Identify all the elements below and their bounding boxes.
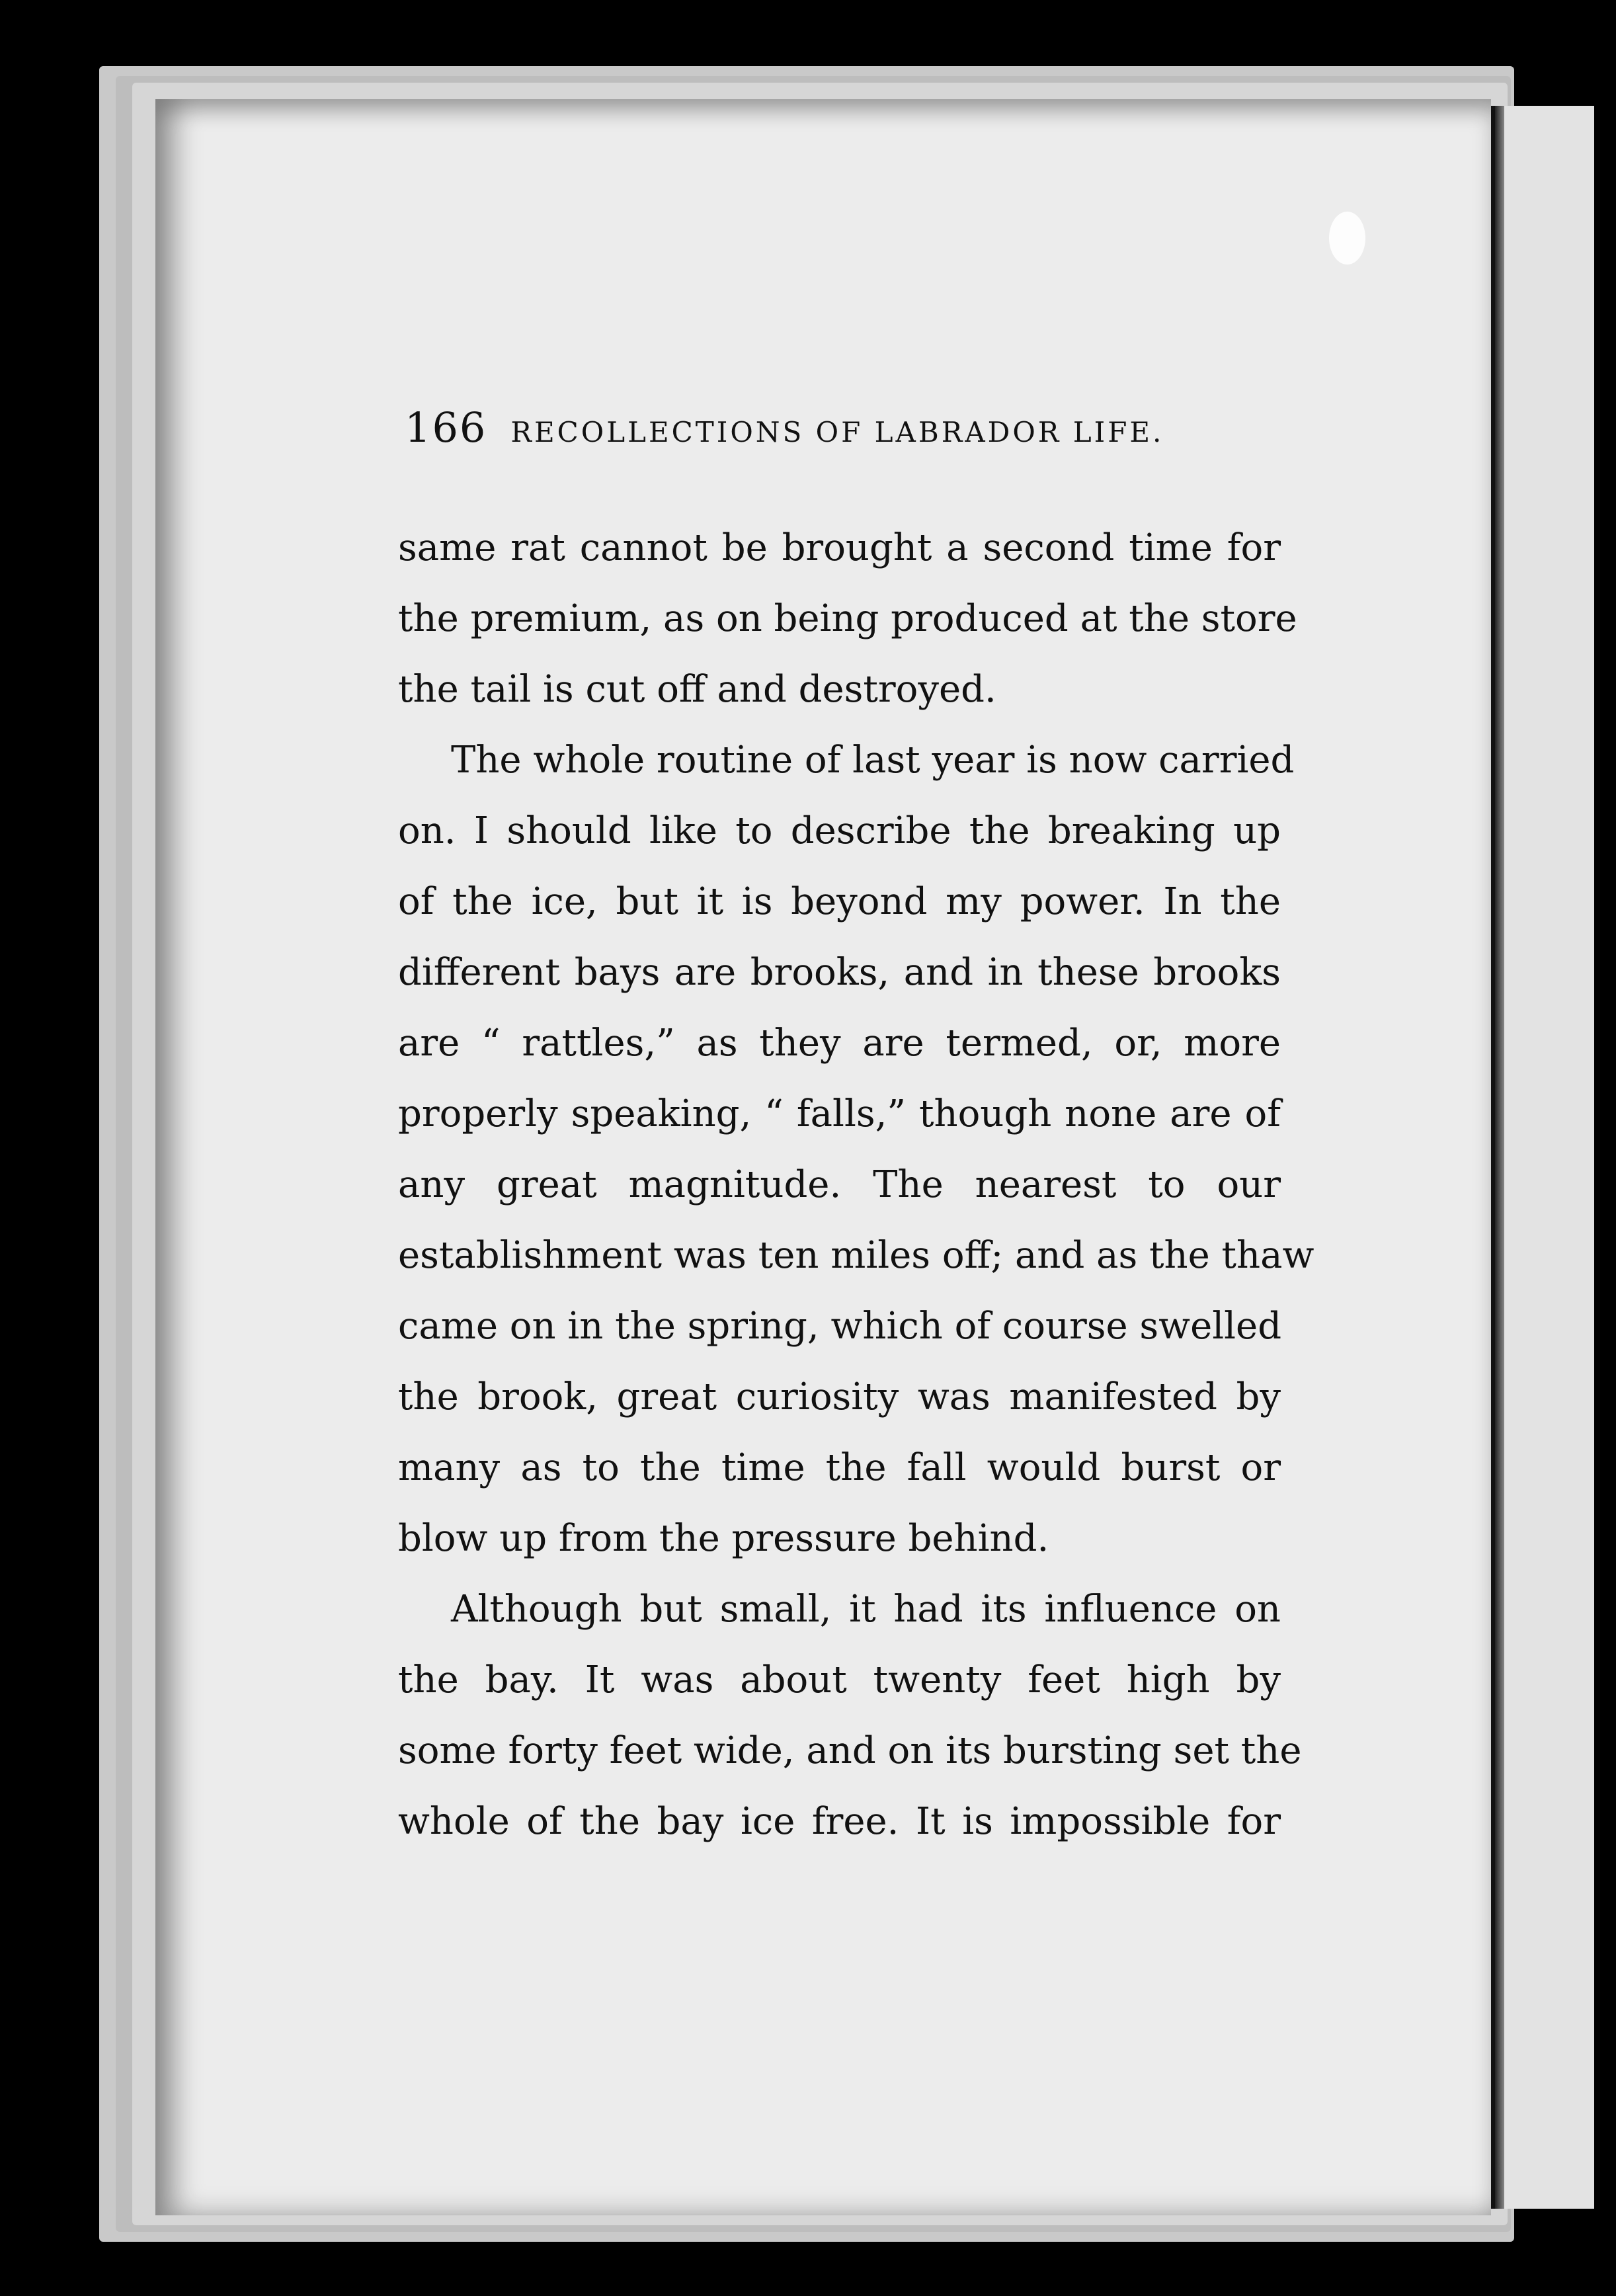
body-text: [398, 512, 1314, 1857]
gutter-shadow: [1495, 106, 1504, 2209]
text-line: The whole routine of last year is now carried: [451, 739, 1295, 782]
text-line: on. I should like to describe the breaking up: [398, 809, 1281, 852]
paragraph: [398, 512, 1297, 725]
text-line: blow up from the pressure behind.: [398, 1517, 1049, 1560]
text-line: different bays are brooks, and in these brooks: [398, 951, 1281, 994]
text-line: the premium, as on being produced at the store: [398, 597, 1297, 640]
paper-blemish: [1329, 212, 1365, 265]
text-line: properly speaking, “ falls,” though none are of: [398, 1092, 1281, 1135]
text-line: Although but small, it had its influence on: [451, 1588, 1281, 1631]
text-line: of the ice, but it is beyond my power. In the: [398, 880, 1281, 923]
text-line: some forty feet wide, and on its bursting set the: [398, 1729, 1302, 1772]
text-line: any great magnitude. The nearest to our: [398, 1163, 1281, 1206]
paragraph: [398, 725, 1314, 1574]
page-header: [405, 403, 1277, 463]
text-line: whole of the bay ice free. It is impossible for: [398, 1800, 1281, 1843]
page-number: 166: [405, 403, 487, 452]
text-line: the bay. It was about twenty feet high by: [398, 1659, 1281, 1702]
text-line: many as to the time the fall would burst or: [398, 1446, 1281, 1489]
text-line: establishment was ten miles off; and as the thaw: [398, 1234, 1314, 1277]
running-head: RECOLLECTIONS OF LABRADOR LIFE.: [510, 416, 1164, 448]
text-line: same rat cannot be brought a second time for: [398, 526, 1281, 569]
text-line: the tail is cut off and destroyed.: [398, 668, 996, 711]
text-line: came on in the spring, which of course swelled: [398, 1305, 1282, 1348]
text-line: the brook, great curiosity was manifested by: [398, 1375, 1281, 1418]
text-line: are “ rattles,” as they are termed, or, more: [398, 1022, 1281, 1065]
paragraph: [398, 1574, 1302, 1857]
facing-page-edge: [1491, 106, 1594, 2209]
